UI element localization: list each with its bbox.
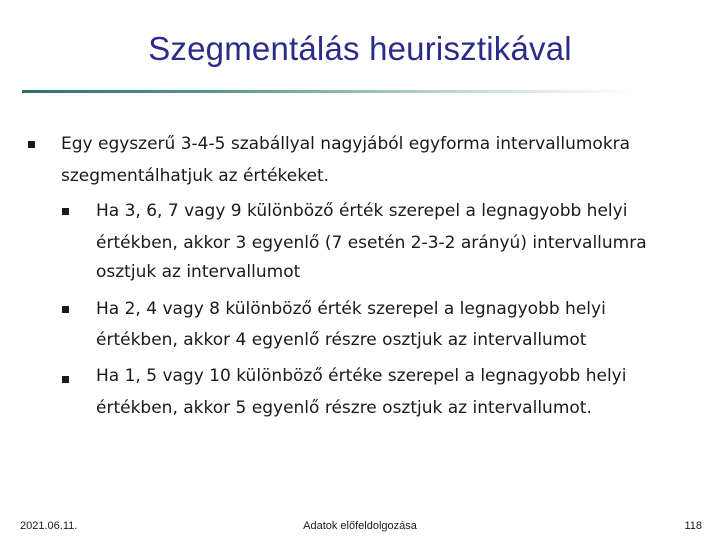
sub-bullet-text-line: Ha 3, 6, 7 vagy 9 különböző érték szerepel a legnagyobb helyi xyxy=(96,201,628,221)
sub-bullet-text-line: értékben, akkor 4 egyenlő részre osztjuk az intervallumot xyxy=(96,330,587,350)
sub-bullet-text-line: értékben, akkor 3 egyenlő (7 esetén 2-3-2 arányú) intervallumra xyxy=(96,233,647,253)
bullet-text-line: Egy egyszerű 3-4-5 szabállyal nagyjából egyforma intervallumokra xyxy=(61,134,631,154)
title-divider xyxy=(22,90,632,93)
footer-course-title: Adatok előfeldolgozása xyxy=(303,520,417,532)
bullet-text-line: szegmentálhatjuk az értékeket. xyxy=(61,166,330,186)
sub-bullet-text-line: értékben, akkor 5 egyenlő részre osztjuk az intervallumot. xyxy=(96,398,592,418)
sub-bullet-text-line: Ha 1, 5 vagy 10 különböző értéke szerepel a legnagyobb helyi xyxy=(96,366,627,386)
slide-title: Szegmentálás heurisztikával xyxy=(148,30,572,67)
footer-page-number: 118 xyxy=(684,520,702,532)
footer-date: 2021.06.11. xyxy=(20,520,78,532)
bullet-square-icon xyxy=(28,141,35,148)
sub-bullet-square-icon xyxy=(62,208,69,215)
sub-bullet-text-line: Ha 2, 4 vagy 8 különböző érték szerepel a legnagyobb helyi xyxy=(96,299,606,319)
sub-bullet-square-icon xyxy=(62,376,69,383)
sub-bullet-text-line: osztjuk az intervallumot xyxy=(96,262,301,282)
sub-bullet-square-icon xyxy=(62,306,69,313)
